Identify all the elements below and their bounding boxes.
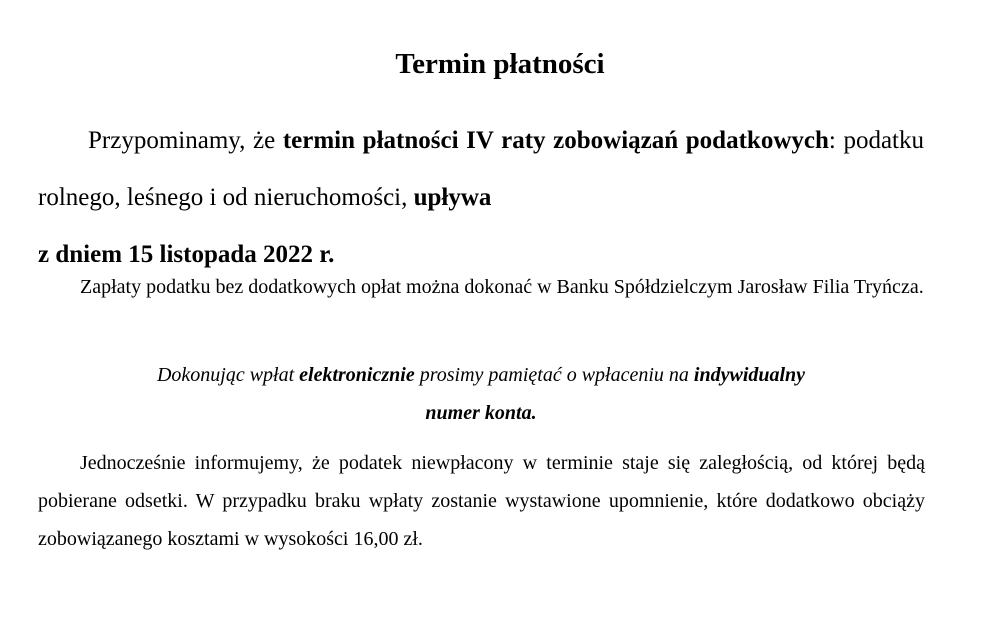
reminder-deadline-bold: termin płatności IV raty zobowiązań podatkowych: [282, 127, 829, 154]
electronic-note-text-2: prosimy pamiętać o wpłaceniu na: [414, 364, 694, 386]
reminder-date-bold: z dniem 15 listopada 2022 r.: [38, 241, 335, 268]
electronic-note-text-1: Dokonując wpłat: [156, 364, 300, 386]
individual-bold: indywidualny: [693, 364, 806, 386]
page-title: Termin płatności: [395, 48, 605, 80]
reminder-paragraph: [38, 112, 924, 283]
reminder-expires-bold: upływa: [413, 184, 492, 211]
electronic-payment-note: [38, 356, 924, 432]
reminder-text-1: Przypominamy, że: [88, 127, 283, 154]
payment-bank-paragraph: Zapłaty podatku bez dodatkowych opłat można dokonać w Banku Spółdzielczym Jarosław Filia Tryńcza.: [80, 276, 924, 298]
account-number-bold: numer konta.: [425, 402, 537, 424]
arrears-paragraph: Jednocześnie informujemy, że podatek niewpłacony w terminie staje się zaległością, od której będą pobierane odsetki. W przypadku braku wpłaty zostanie wystawione upomnienie, które dodatkowo obciąży zobowiązanego kosztami w wysokości 16,00 zł.: [38, 452, 925, 550]
electronic-bold: elektronicznie: [299, 364, 415, 386]
reminder-text-2: : podatku rolnego, leśnego i od nieruchomości,: [38, 127, 924, 211]
